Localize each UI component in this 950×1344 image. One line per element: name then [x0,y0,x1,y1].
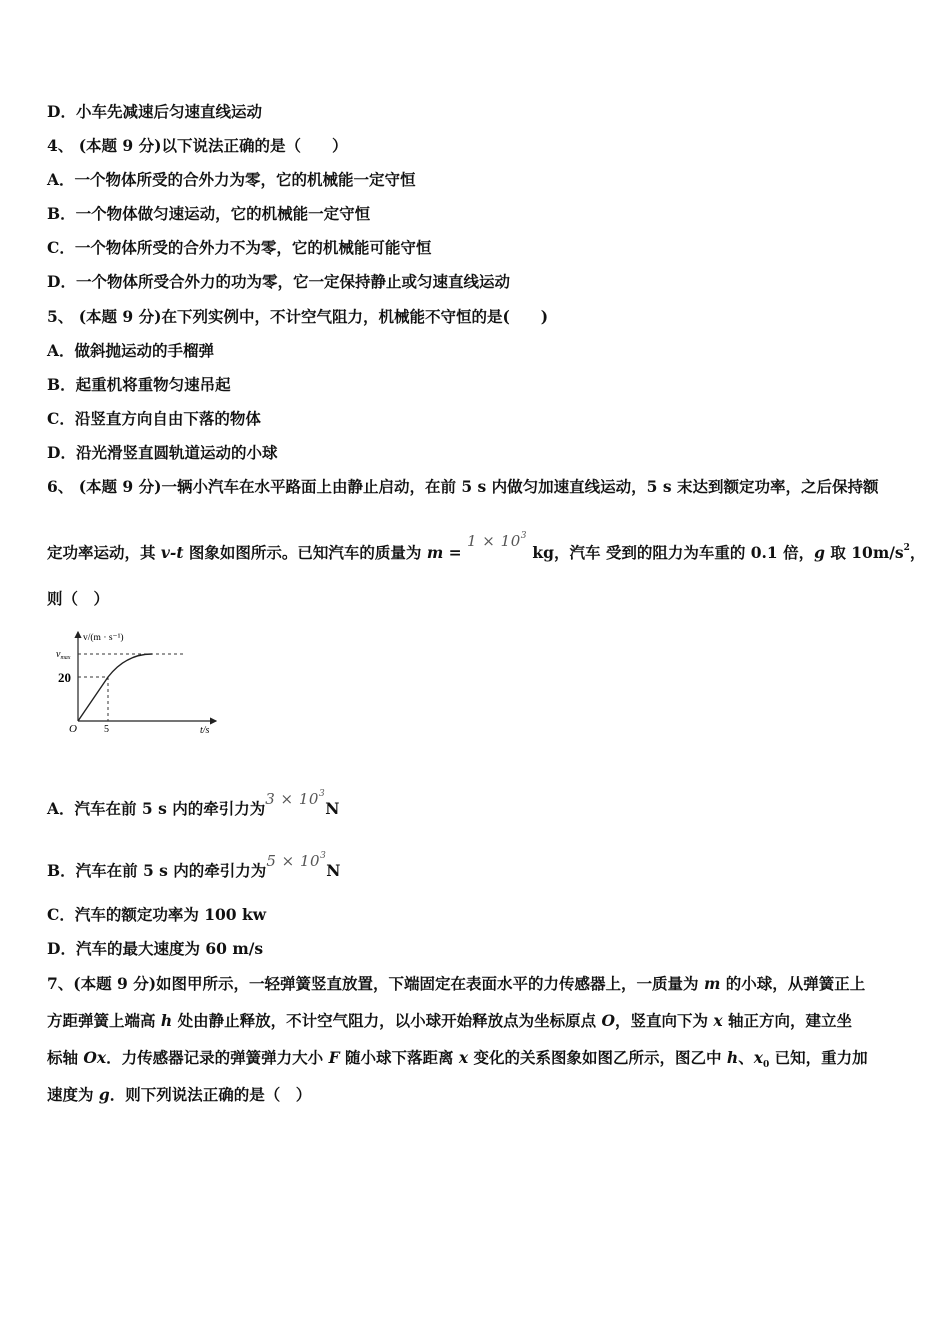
force-formula-a: $3 \times 10^3$ [265,789,326,808]
q4-option-c: C．一个物体所受的合外力不为零，它的机械能可能守恒 [47,238,432,257]
y-axis-label: v/(m · s⁻¹) [83,633,124,643]
q6-option-c: C．汽车的额定功率为 100 kw [47,905,267,924]
q6-stem-line2: 定功率运动，其 v-t 图象如图所示。已知汽车的质量为 $m = 1 \times 10^3$ kg，汽车 受到的阻力为车重的 0.1 倍，g 取 $10m/s^2$， [47,531,926,562]
x-tick-5: 5 [104,724,109,735]
q5-option-a: A．做斜抛运动的手榴弹 [47,341,215,360]
q5-stem: 5、 (本题 9 分)在下列实例中，不计空气阻力，机械能不守恒的是( ) [47,307,549,326]
q4-option-d: D．一个物体所受合外力的功为零，它一定保持静止或匀速直线运动 [47,272,510,291]
vmax-label: $v_{max}$ [56,649,71,661]
q6-option-b: B．汽车在前 5 s 内的牵引力为$5 \times 10^3N$ [47,851,341,880]
force-formula-b: $5 \times 10^3$ [266,851,327,870]
mass-formula: $1 \times 10^3$ [467,531,527,550]
q7-stem-line2: 方距弹簧上端高 h 处由静止释放，不计空气阻力，以小球开始释放点为坐标原点 O，竖直向下为 x 轴正方向，建立坐 [47,1011,853,1030]
q5-option-d: D．沿光滑竖直圆轨道运动的小球 [47,443,278,462]
velocity-curve [78,654,152,721]
q4-option-b: B．一个物体做匀速运动，它的机械能一定守恒 [47,204,371,223]
vt-graph [52,626,227,738]
x-axis-label: t/s [200,725,210,736]
origin-label: O [69,723,77,735]
q6-option-a: A．汽车在前 5 s 内的牵引力为$3 \times 10^3N$ [47,789,340,818]
q5-option-b: B．起重机将重物匀速吊起 [47,375,231,394]
q4-stem: 4、 (本题 9 分)以下说法正确的是（ ） [47,136,348,155]
q6-stem-line3: 则（ ） [47,589,110,608]
q6-option-d: D．汽车的最大速度为 60 m/s [47,939,264,958]
q3-option-d: D．小车先减速后匀速直线运动 [47,102,262,121]
q7-stem-line4: 速度为 g．则下列说法正确的是（ ） [47,1085,312,1104]
q4-option-a: A．一个物体所受的合外力为零，它的机械能一定守恒 [47,170,416,189]
q7-stem: 7、(本题 9 分)如图甲所示，一轻弹簧竖直放置，下端固定在表面水平的力传感器上，一质量为 m 的小球，从弹簧正上 [47,974,866,993]
q5-option-c: C．沿竖直方向自由下落的物体 [47,409,261,428]
q6-stem: 6、 (本题 9 分)一辆小汽车在水平路面上由静止启动，在前 5 s 内做匀加速直线运动，5 s 末达到额定功率，之后保持额 [47,477,879,496]
q7-stem-line3: 标轴 Ox．力传感器记录的弹簧弹力大小 F 随小球下落距离 x 变化的关系图象如图乙所示，图乙中 h、$x_0$ 已知，重力加 [47,1048,868,1071]
y-tick-20: 20 [58,670,71,685]
